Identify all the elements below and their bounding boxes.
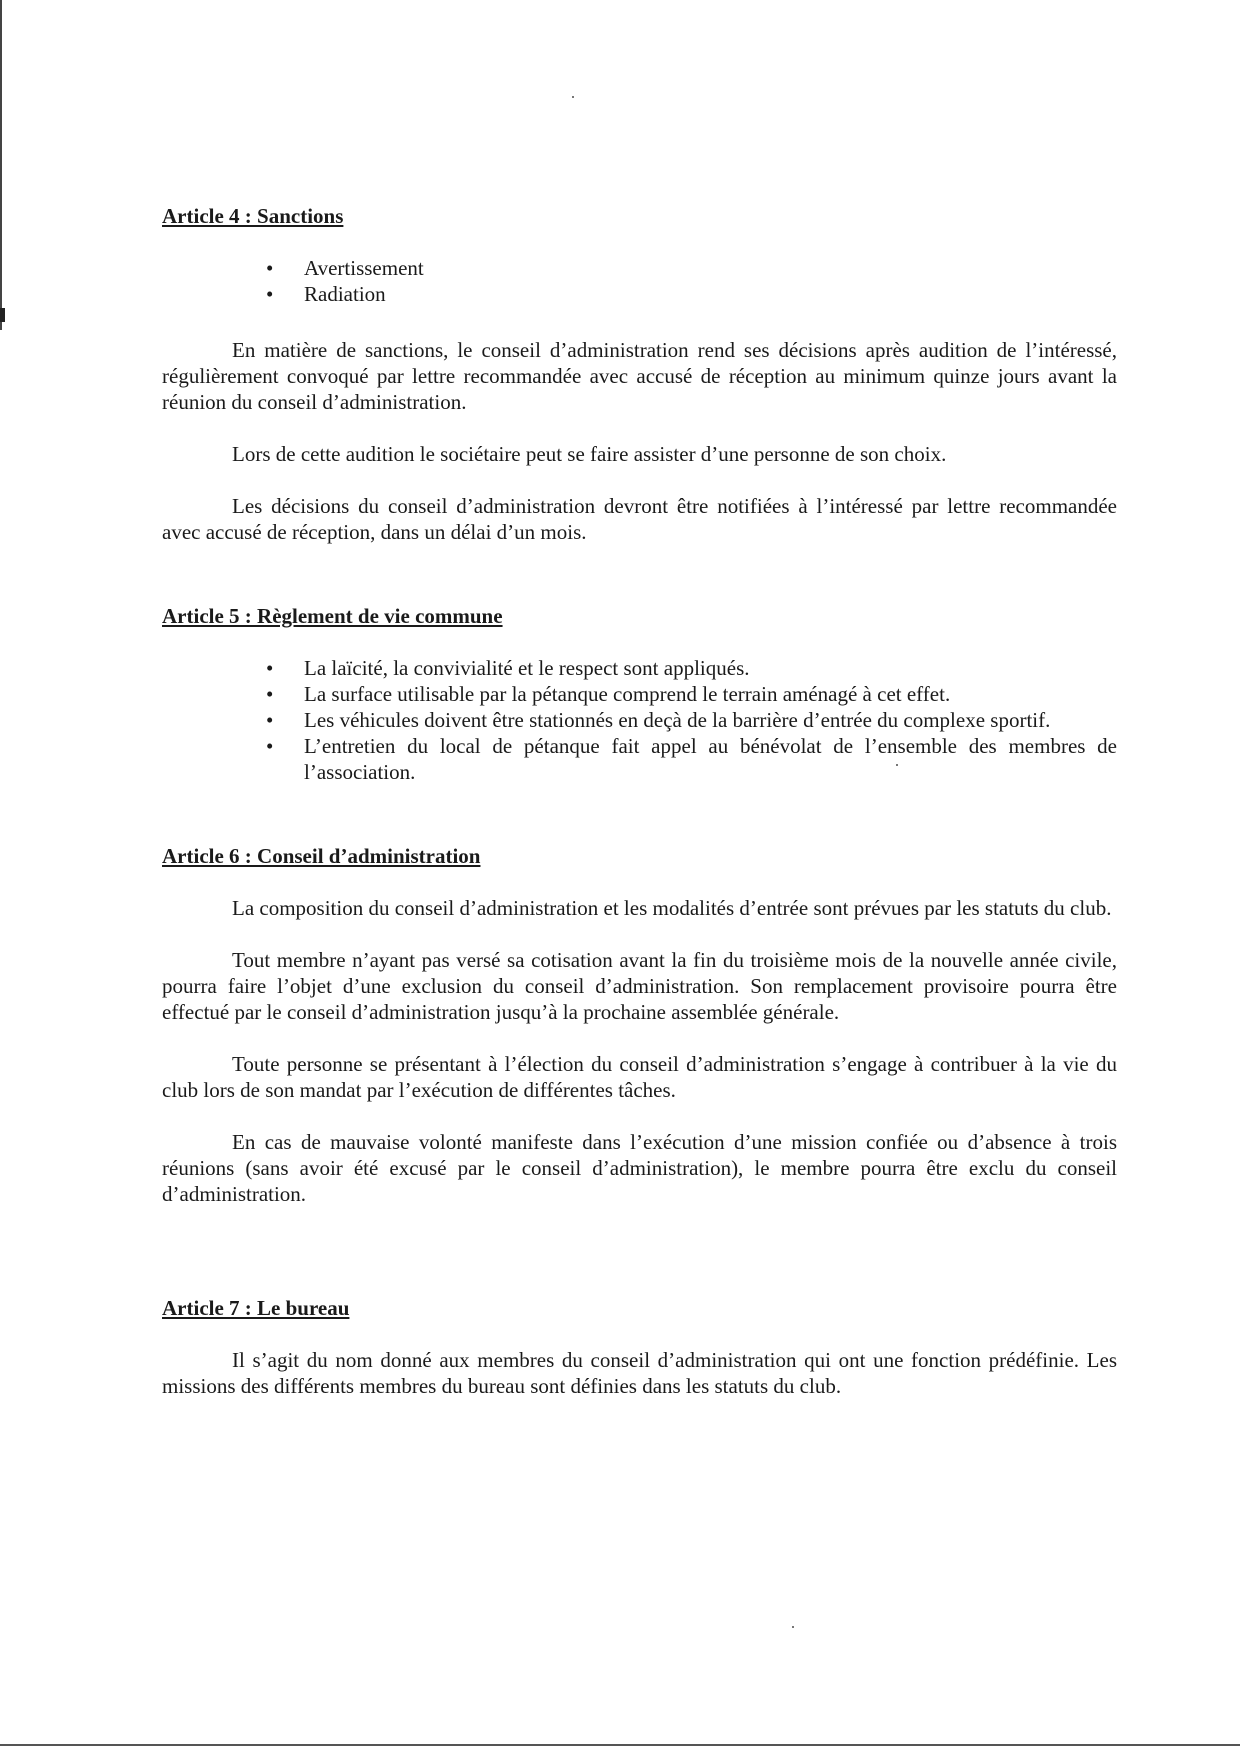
bullet-icon: • (266, 682, 274, 706)
paragraph: Il s’agit du nom donné aux membres du conseil d’administration qui ont une fonction prédéfinie. Les missions des différents membres du bureau sont définies dans les statuts du club. (162, 1348, 1117, 1398)
article-7 (162, 1295, 1117, 1399)
list-item-text: La surface utilisable par la pétanque comprend le terrain aménagé à cet effet. (304, 682, 951, 706)
paragraph: En cas de mauvaise volonté manifeste dans l’exécution d’une mission confiée ou d’absence à trois réunions (sans avoir été excusé par le conseil d’administration), le membre pourra être exclu du conseil d’administration. (162, 1130, 1117, 1206)
paragraph: Toute personne se présentant à l’élection du conseil d’administration s’engage à contribuer à la vie du club lors de son mandat par l’exécution de différentes tâches. (162, 1052, 1117, 1102)
scan-bottom-border (0, 1744, 1240, 1746)
paragraph: Tout membre n’ayant pas versé sa cotisation avant la fin du troisième mois de la nouvelle année civile, pourra faire l’objet d’une exclusion du conseil d’administration. Son remplacement provisoire pourra être effectué par le conseil d’administration jusqu’à la prochaine assemblée générale. (162, 948, 1117, 1024)
article-4-heading: Article 4 : Sanctions (162, 204, 344, 228)
bullet-icon: • (266, 708, 274, 732)
document-body (162, 203, 1117, 1399)
list-item (162, 681, 1117, 707)
list-item (162, 655, 1117, 681)
article-5-bullet-list (162, 655, 1117, 785)
article-6-heading: Article 6 : Conseil d’administration (162, 844, 481, 868)
scan-mark-artifact (0, 308, 5, 322)
bullet-icon: • (266, 282, 274, 306)
bullet-icon: • (266, 656, 274, 680)
list-item-text: Avertissement (304, 256, 424, 280)
article-5-heading: Article 5 : Règlement de vie commune (162, 604, 503, 628)
list-item-text: Radiation (304, 282, 386, 306)
article-4-bullet-list (162, 255, 1117, 307)
list-item-text: Les véhicules doivent être stationnés en deçà de la barrière d’entrée du complexe sportif. (304, 708, 1051, 732)
scan-speck (572, 96, 574, 98)
paragraph: La composition du conseil d’administration et les modalités d’entrée sont prévues par les statuts du club. (232, 896, 1112, 920)
list-item (162, 281, 1117, 307)
paragraph: En matière de sanctions, le conseil d’administration rend ses décisions après audition de l’intéressé, régulièrement convoqué par lettre recommandée avec accusé de réception au minimum quinze jours avant la réunion du conseil d’administration. (162, 338, 1117, 414)
list-item-text: L’entretien du local de pétanque fait appel au bénévolat de l’ensemble des membres de l’association. (304, 734, 1117, 784)
article-7-heading: Article 7 : Le bureau (162, 1296, 350, 1320)
list-item (162, 733, 1117, 785)
bullet-icon: • (266, 734, 274, 758)
bullet-icon: • (266, 256, 274, 280)
list-item (162, 707, 1117, 733)
list-item (162, 255, 1117, 281)
paragraph: Lors de cette audition le sociétaire peut se faire assister d’une personne de son choix. (232, 442, 947, 466)
article-4 (162, 203, 1117, 545)
scan-speck (792, 1626, 794, 1628)
scan-edge-artifact (0, 0, 2, 330)
paragraph: Les décisions du conseil d’administration devront être notifiées à l’intéressé par lettre recommandée avec accusé de réception, dans un délai d’un mois. (162, 494, 1117, 544)
article-6 (162, 843, 1117, 1207)
article-5 (162, 603, 1117, 785)
list-item-text: La laïcité, la convivialité et le respect sont appliqués. (304, 656, 750, 680)
